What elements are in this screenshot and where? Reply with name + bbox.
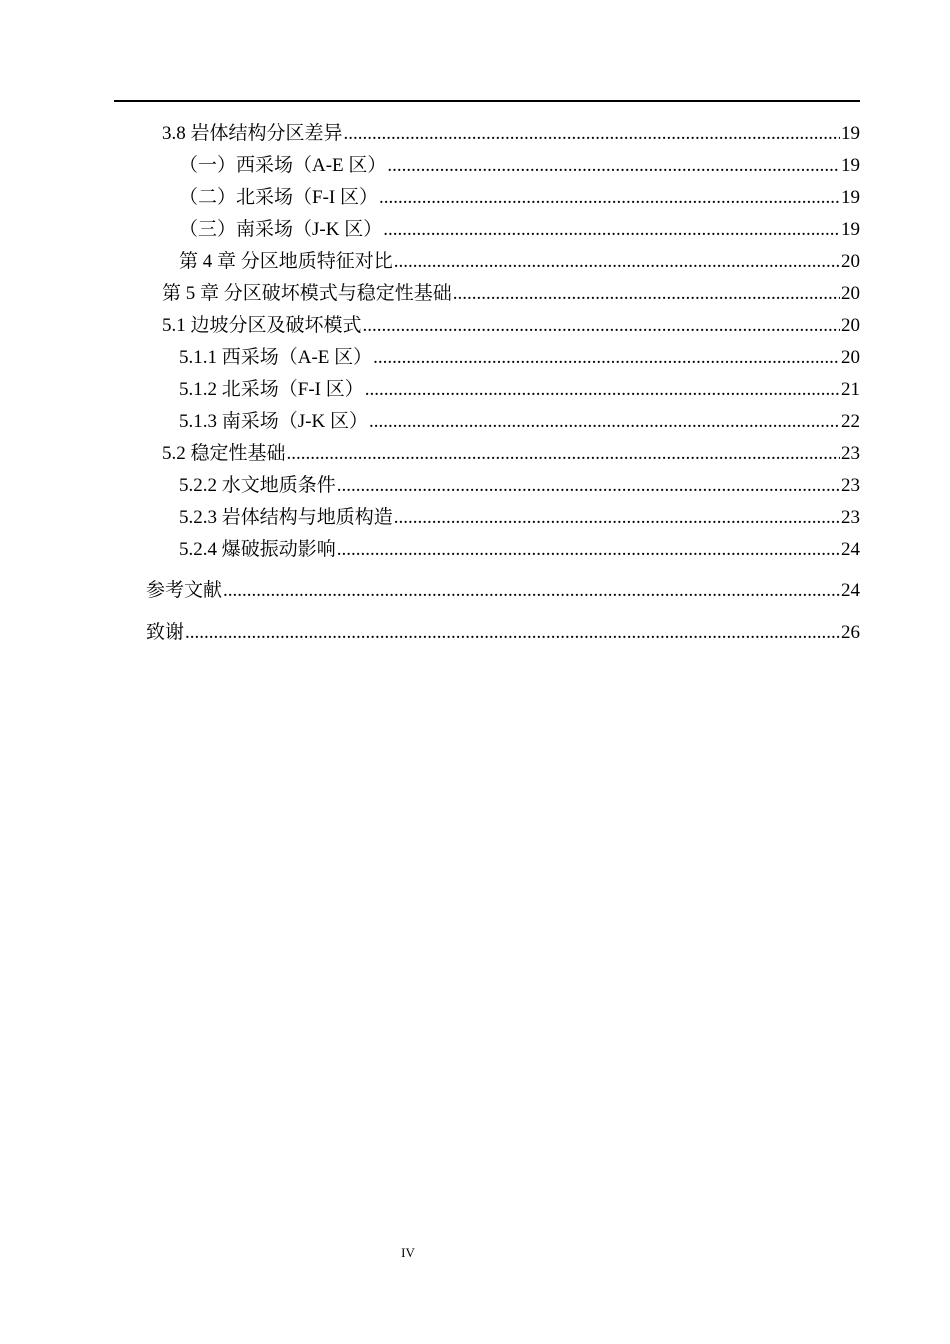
toc-dot-leader (287, 442, 840, 466)
toc-entry-page-number: 20 (841, 347, 860, 368)
toc-entry[interactable] (162, 276, 860, 306)
toc-entry-page-number: 19 (841, 123, 860, 144)
toc-dot-leader (365, 378, 840, 402)
toc-entry-page-number: 19 (841, 187, 860, 208)
toc-dot-leader (453, 282, 840, 306)
toc-entry-title: （二）北采场（F-I 区） (179, 187, 378, 208)
toc-entry[interactable] (162, 116, 860, 146)
toc-entry[interactable] (179, 500, 860, 530)
toc-entry[interactable] (179, 532, 860, 562)
toc-entry-title: 5.2 稳定性基础 (162, 443, 286, 464)
toc-entry-title: 5.1.1 西采场（A-E 区） (179, 347, 373, 368)
toc-entry-title: 第 4 章 分区地质特征对比 (179, 251, 393, 272)
toc-dot-leader (337, 474, 840, 498)
toc-entry[interactable] (179, 468, 860, 498)
toc-entry-title: 5.1 边坡分区及破坏模式 (162, 315, 362, 336)
toc-entry-page-number: 26 (841, 622, 860, 643)
toc-dot-leader (379, 186, 840, 210)
toc-entry[interactable] (179, 404, 860, 434)
toc-dot-leader (337, 538, 840, 562)
toc-dot-leader (394, 506, 840, 530)
toc-entry-page-number: 19 (841, 219, 860, 240)
toc-entry-page-number: 23 (841, 507, 860, 528)
toc-entry-title: 3.8 岩体结构分区差异 (162, 123, 343, 144)
toc-entry-page-number: 20 (841, 315, 860, 336)
toc-entry-page-number: 23 (841, 443, 860, 464)
toc-dot-leader (363, 314, 840, 338)
toc-entry[interactable] (146, 573, 860, 603)
toc-dot-leader (185, 621, 840, 645)
toc-entry-title: 5.2.2 水文地质条件 (179, 475, 336, 496)
header-rule (114, 100, 860, 102)
toc-entry[interactable] (179, 180, 860, 210)
toc-dot-leader (394, 250, 840, 274)
page-number: IV (401, 1245, 415, 1260)
toc-entry[interactable] (179, 372, 860, 402)
toc-dot-leader (373, 346, 840, 370)
toc-entry-title: （三）南采场（J-K 区） (179, 219, 383, 240)
toc-entry-page-number: 21 (841, 379, 860, 400)
toc-entry-title: 5.1.3 南采场（J-K 区） (179, 411, 368, 432)
toc-dot-leader (344, 122, 840, 146)
toc-entry[interactable] (179, 212, 860, 242)
toc-entry-title: 5.2.3 岩体结构与地质构造 (179, 507, 393, 528)
toc-entry-title: （一）西采场（A-E 区） (179, 155, 387, 176)
toc-entry-title: 5.2.4 爆破振动影响 (179, 539, 336, 560)
toc-dot-leader (223, 579, 840, 603)
toc-dot-leader (369, 410, 840, 434)
toc-dot-leader (383, 218, 840, 242)
toc-entry[interactable] (162, 436, 860, 466)
toc-entry-title: 致谢 (146, 622, 185, 643)
toc-entry-title: 5.1.2 北采场（F-I 区） (179, 379, 364, 400)
toc-entry[interactable] (179, 244, 860, 274)
toc-entry-page-number: 24 (841, 580, 860, 601)
toc-entry[interactable] (162, 308, 860, 338)
toc-entry-title: 参考文献 (146, 580, 223, 601)
toc-entry-page-number: 20 (841, 251, 860, 272)
toc-entry-page-number: 19 (841, 155, 860, 176)
toc-entry[interactable] (179, 340, 860, 370)
toc-entry-page-number: 22 (841, 411, 860, 432)
toc-entry-page-number: 20 (841, 283, 860, 304)
toc-entry[interactable] (146, 615, 860, 645)
toc-entry-page-number: 23 (841, 475, 860, 496)
toc-entry-page-number: 24 (841, 539, 860, 560)
toc-dot-leader (387, 154, 840, 178)
toc-entry[interactable] (179, 148, 860, 178)
toc-entry-title: 第 5 章 分区破坏模式与稳定性基础 (162, 283, 452, 304)
